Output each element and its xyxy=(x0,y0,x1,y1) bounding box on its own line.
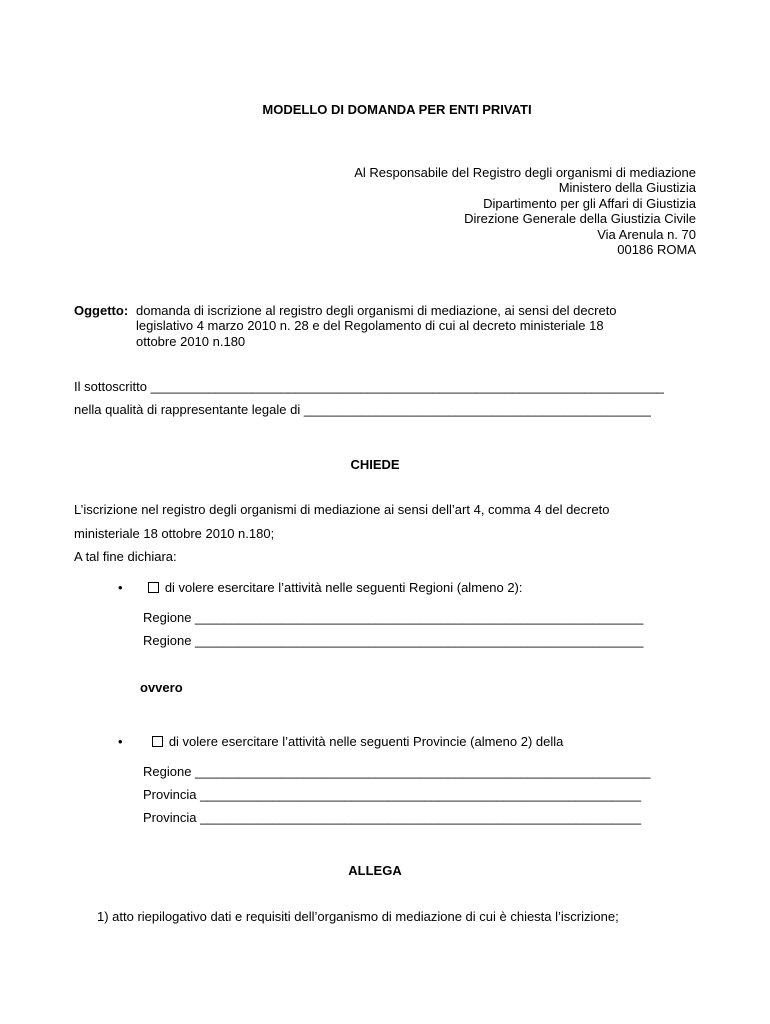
attachment-item: 1) atto riepilogativo dati e requisiti dell’organismo di mediazione di cui è chiesta l’iscrizione; xyxy=(97,909,619,924)
address-line: 00186 ROMA xyxy=(617,242,696,258)
subject-label: Oggetto: xyxy=(74,303,129,318)
address-line: Al Responsabile del Registro degli organismi di mediazione xyxy=(354,165,696,180)
address-line: Ministero della Giustizia xyxy=(558,180,696,196)
legal-representative-field[interactable]: nella qualità di rappresentante legale di ________________________________________________ xyxy=(74,402,651,417)
checkbox-province[interactable] xyxy=(152,736,163,747)
allega-heading: ALLEGA xyxy=(348,863,402,878)
bullet-icon: • xyxy=(118,734,123,749)
option-province-label: di volere esercitare l’attività nelle seguenti Provincie (almeno 2) della xyxy=(168,734,564,749)
subject-line: ottobre 2010 n.180 xyxy=(136,333,246,349)
declaration-intro: A tal fine dichiara: xyxy=(74,549,177,564)
provincia-field-1[interactable]: Provincia _____________________________________________________________ xyxy=(143,787,642,802)
signer-name-field[interactable]: Il sottoscritto _______________________________________________________________________ xyxy=(74,379,664,394)
request-text-line: L’iscrizione nel registro degli organismi di mediazione ai sensi dell’art 4, comma 4 del decreto xyxy=(74,502,610,517)
option-regioni-label: di volere esercitare l’attività nelle seguenti Regioni (almeno 2): xyxy=(164,580,523,595)
document-title: MODELLO DI DOMANDA PER ENTI PRIVATI xyxy=(262,102,532,117)
address-line: Via Arenula n. 70 xyxy=(597,226,696,242)
request-text-line: ministeriale 18 ottobre 2010 n.180; xyxy=(74,526,275,541)
chiede-heading: CHIEDE xyxy=(350,457,400,472)
subject-line: domanda di iscrizione al registro degli organismi di mediazione, ai sensi del decreto xyxy=(136,303,617,318)
regione-field-1[interactable]: Regione ______________________________________________________________ xyxy=(143,610,644,625)
regione-field-2[interactable]: Regione ______________________________________________________________ xyxy=(143,633,644,648)
recipient-address xyxy=(354,165,696,257)
option-province xyxy=(118,734,563,749)
ovvero-label: ovvero xyxy=(140,680,183,695)
subject-text xyxy=(136,303,617,349)
checkbox-regioni[interactable] xyxy=(148,582,159,593)
province-regione-field[interactable]: Regione _______________________________________________________________ xyxy=(143,764,651,779)
address-line: Dipartimento per gli Affari di Giustizia xyxy=(483,195,696,211)
option-regioni xyxy=(118,580,523,595)
subject-line: legislativo 4 marzo 2010 n. 28 e del Regolamento di cui al decreto ministeriale 18 xyxy=(136,318,604,334)
address-line: Direzione Generale della Giustizia Civile xyxy=(464,211,696,227)
provincia-field-2[interactable]: Provincia _____________________________________________________________ xyxy=(143,810,642,825)
bullet-icon: • xyxy=(118,580,123,595)
